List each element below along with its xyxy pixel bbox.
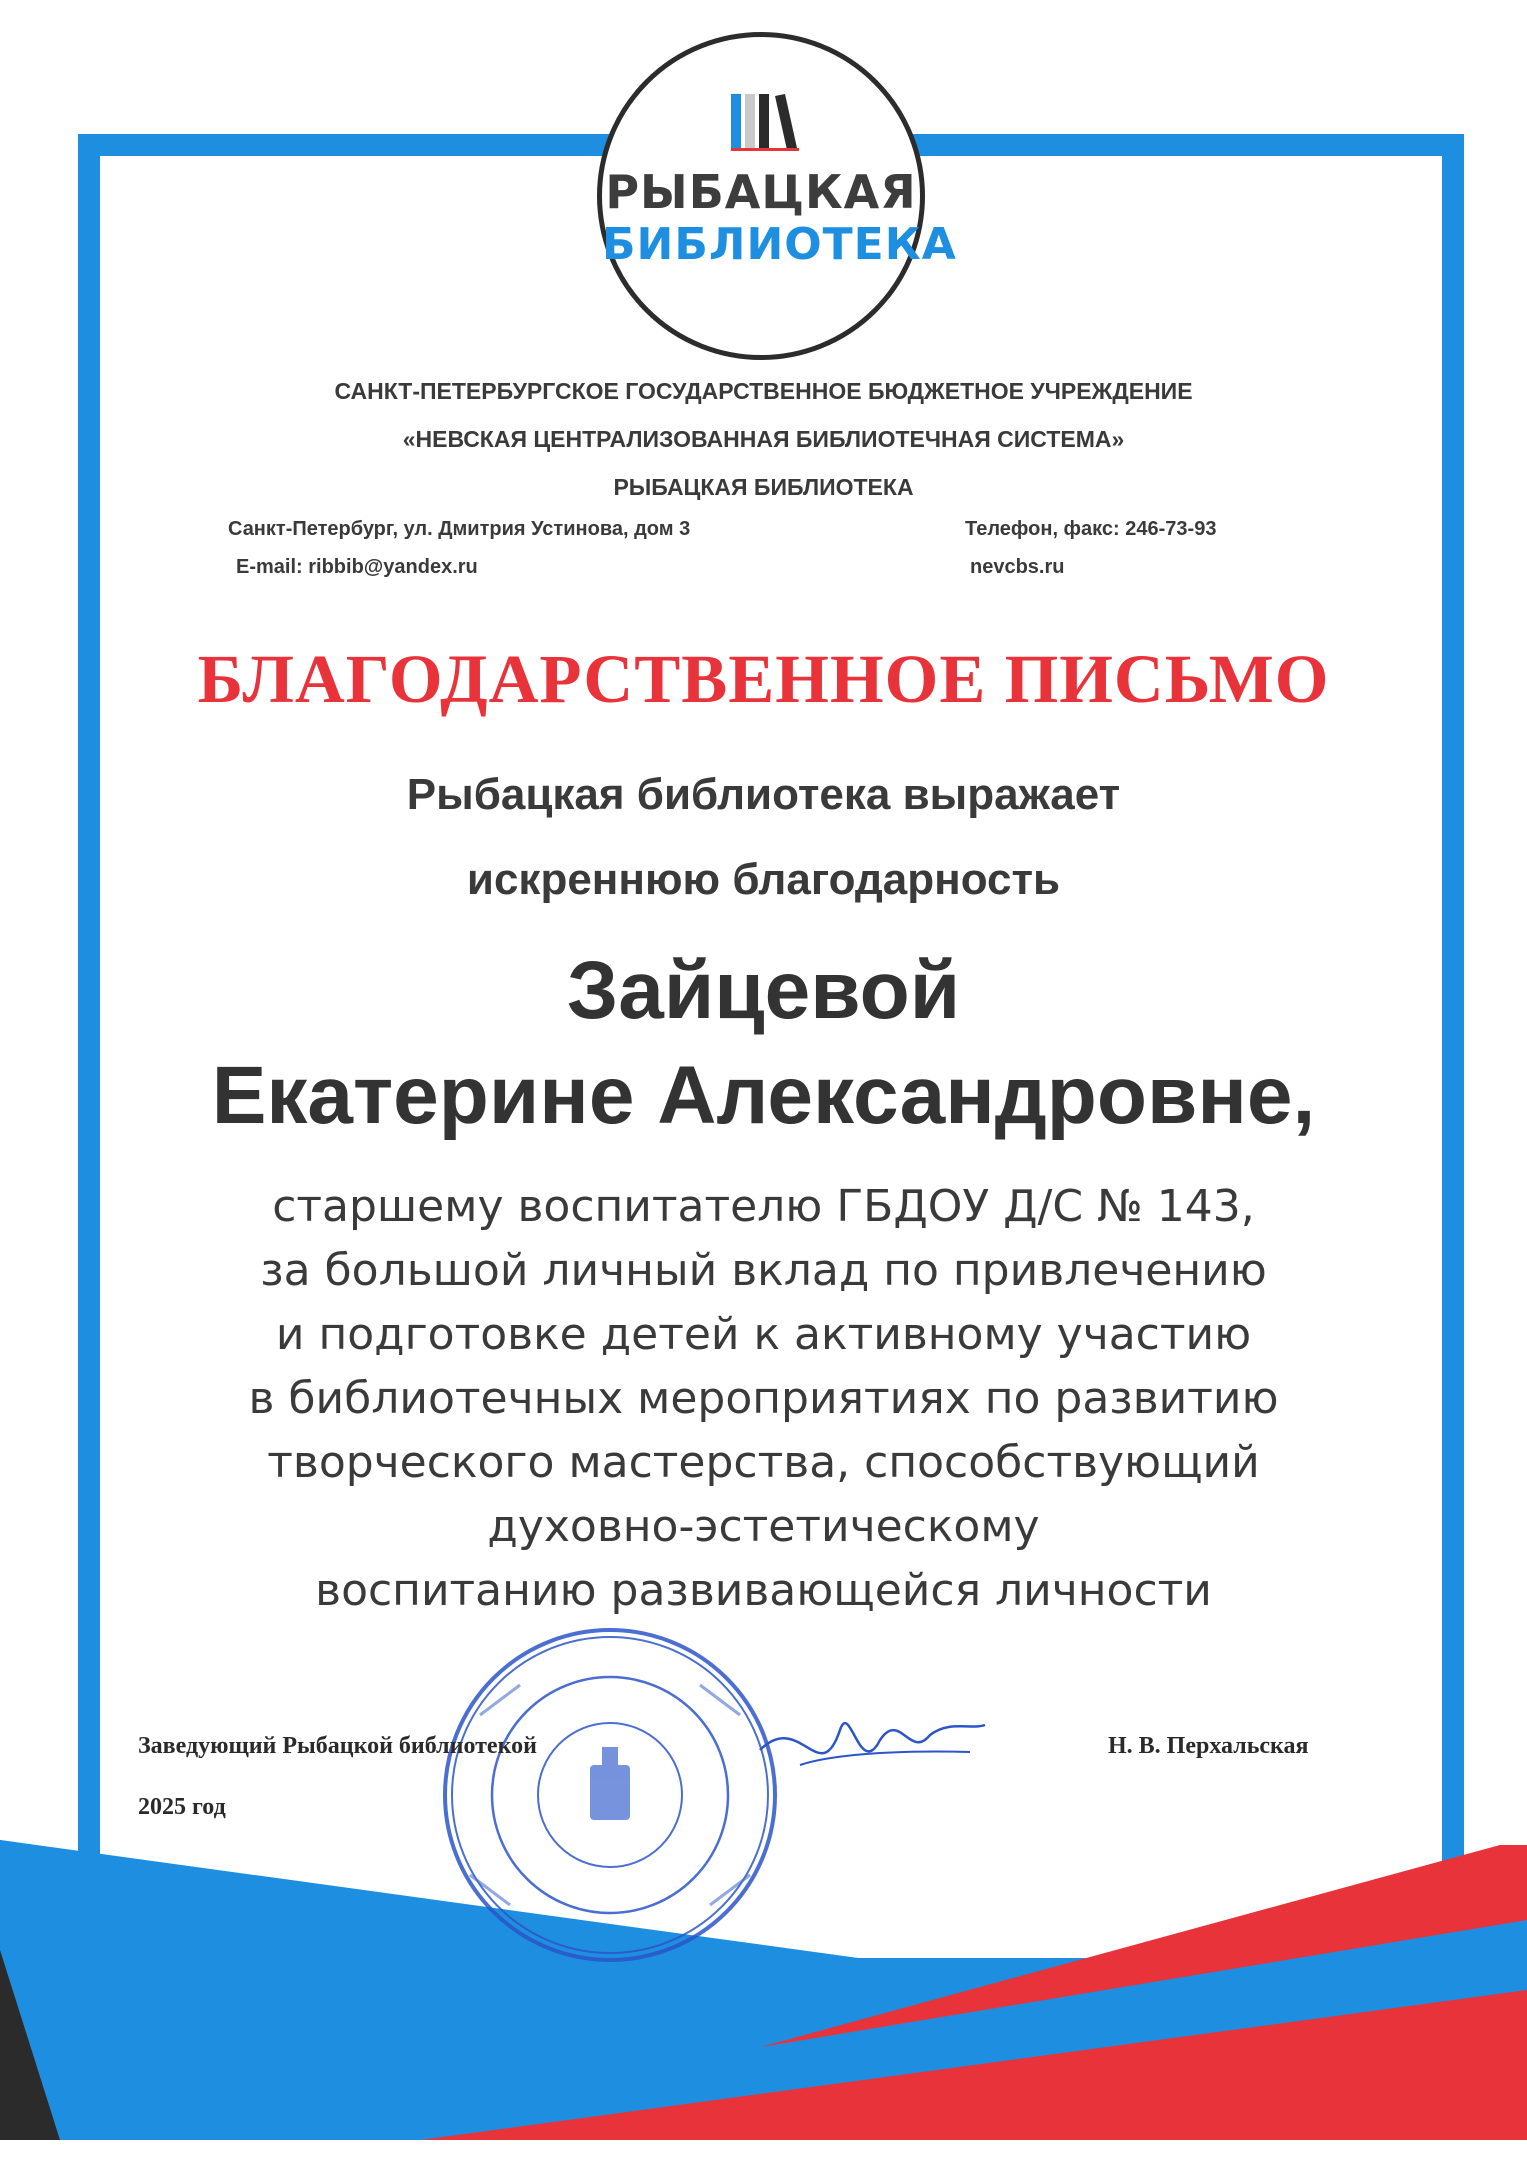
logo-text-bottom: БИБЛИОТЕКА — [602, 219, 957, 270]
body-line: за большой личный вклад по привлечению — [260, 1245, 1267, 1296]
body-line: духовно-эстетическому — [487, 1501, 1040, 1552]
org-header-line2: «НЕВСКАЯ ЦЕНТРАЛИЗОВАННАЯ БИБЛИОТЕЧНАЯ СИСТЕМА» — [402, 426, 1125, 452]
website-text: nevcbs.ru — [970, 556, 1065, 578]
body-line: в библиотечных мероприятиях по развитию — [248, 1373, 1279, 1424]
org-header-line1: САНКТ-ПЕТЕРБУРГСКОЕ ГОСУДАРСТВЕННОЕ БЮДЖЕТНОЕ УЧРЕЖДЕНИЕ — [334, 378, 1193, 404]
logo-text-top: РЫБАЦКАЯ — [605, 165, 917, 219]
handwritten-signature — [740, 1690, 990, 1810]
intro-line1: Рыбацкая библиотека выражает — [406, 770, 1121, 819]
official-stamp — [440, 1625, 780, 1965]
books-icon — [731, 92, 799, 152]
recipient-name: Екатерине Александровне, — [211, 1050, 1316, 1141]
body-line: и подготовке детей к активному участию — [275, 1309, 1252, 1360]
issue-year: 2025 год — [138, 1794, 226, 1820]
body-line: творческого мастерства, способствующий — [267, 1437, 1260, 1488]
intro-line2: искреннюю благодарность — [466, 855, 1061, 904]
signer-position: Заведующий Рыбацкой библиотекой — [138, 1733, 537, 1759]
letter-title: БЛАГОДАРСТВЕННОЕ ПИСЬМО — [197, 641, 1330, 717]
email-text: E-mail: ribbib@yandex.ru — [236, 556, 478, 578]
library-logo — [597, 32, 957, 360]
address-text: Санкт-Петербург, ул. Дмитрия Устинова, дом 3 — [228, 518, 691, 540]
phone-text: Телефон, факс: 246-73-93 — [965, 518, 1217, 540]
body-line: воспитанию развивающейся личности — [315, 1565, 1212, 1616]
signer-name: Н. В. Перхальская — [1108, 1733, 1309, 1759]
recipient-surname: Зайцевой — [566, 945, 961, 1036]
body-line: старшему воспитателю ГБДОУ Д/С № 143, — [272, 1181, 1255, 1232]
org-header-line3: РЫБАЦКАЯ БИБЛИОТЕКА — [613, 474, 914, 500]
letter-body — [0, 1175, 1527, 1623]
